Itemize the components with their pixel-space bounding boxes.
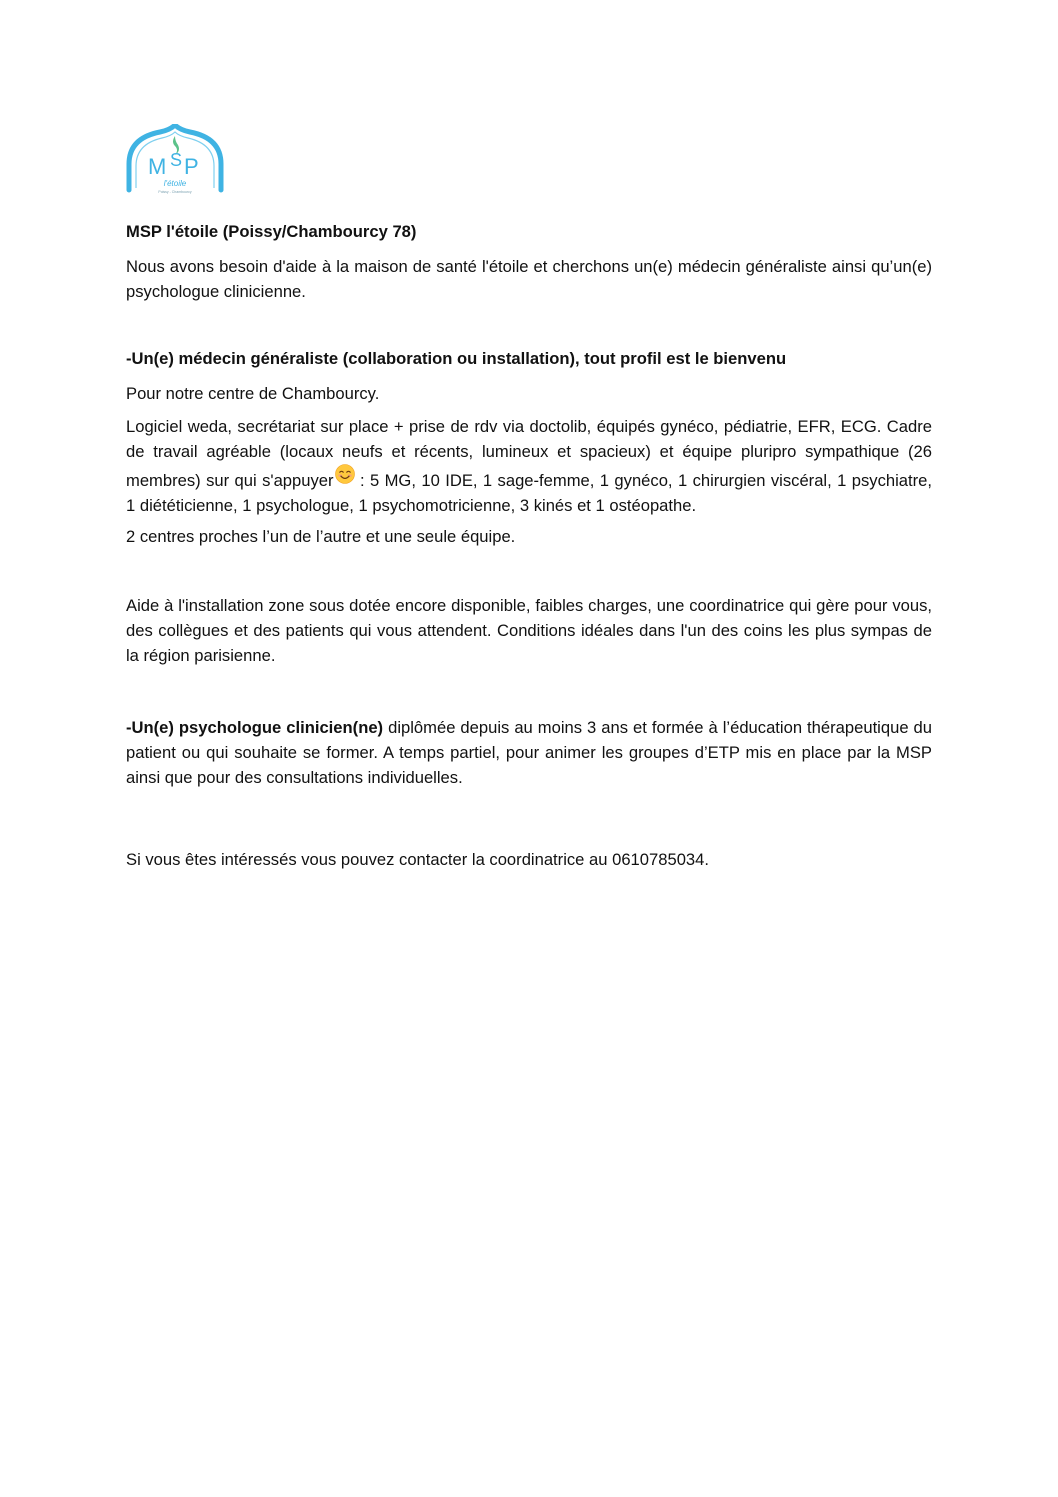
medecin-heading: -Un(e) médecin généraliste (collaboration ou installation), tout profil est le bienvenu — [126, 349, 787, 368]
medecin-details-paragraph — [126, 414, 932, 518]
document-title: MSP l'étoile (Poissy/Chambourcy 78) — [126, 222, 417, 241]
psychologue-paragraph — [126, 715, 932, 790]
medecin-details-part1: Logiciel weda, secrétariat sur place + prise de rdv via doctolib, équipés gynéco, pédiatrie, EFR, ECG. Cadre de travail agréable (locaux neufs et récents, lumineux et spacieux) et équipe pluripro sympathique (26 membres) sur qui s'appuyer — [126, 417, 932, 490]
logo-subtitle: l'étoile — [163, 179, 187, 188]
medecin-centres-note: 2 centres proches l’un de l’autre et une seule équipe. — [126, 527, 516, 546]
medecin-centre-text: Pour notre centre de Chambourcy. — [126, 384, 380, 403]
medecin-aide-paragraph: Aide à l'installation zone sous dotée encore disponible, faibles charges, une coordinatrice qui gère pour vous, des collègues et des patients qui vous attendent. Conditions idéales dans l'un des coins les plus sympas de la région parisienne. — [126, 596, 932, 665]
logo-tagline: Poissy - Chambourcy — [158, 190, 192, 194]
msp-logo — [126, 124, 224, 196]
logo-letter-s: S — [170, 150, 183, 170]
psychologue-text: diplômée depuis au moins 3 ans et formée à l’éducation thérapeutique du patient ou qui souhaite se former. A temps partiel, pour animer les groupes d’ETP mis en place par la MSP ainsi que pour des consultations individuelles. — [126, 718, 933, 787]
logo-letter-m: M — [148, 154, 167, 179]
smiling-face-emoji-icon — [335, 464, 355, 484]
medecin-details-part2: : 5 MG, 10 IDE, 1 sage-femme, 1 gynéco, 1 chirurgien viscéral, 1 psychiatre, 1 diététicienne, 1 psychologue, 1 psychomotricienne, 3 kinés et 1 ostéopathe. — [126, 471, 933, 515]
logo-letter-p: P — [184, 154, 199, 179]
psychologue-heading: -Un(e) psychologue clinicien(ne) — [126, 718, 384, 737]
intro-paragraph: Nous avons besoin d'aide à la maison de santé l'étoile et cherchons un(e) médecin généraliste ainsi qu’un(e) psychologue clinicienne. — [126, 257, 932, 301]
contact-paragraph: Si vous êtes intéressés vous pouvez contacter la coordinatrice au 0610785034. — [126, 850, 709, 869]
